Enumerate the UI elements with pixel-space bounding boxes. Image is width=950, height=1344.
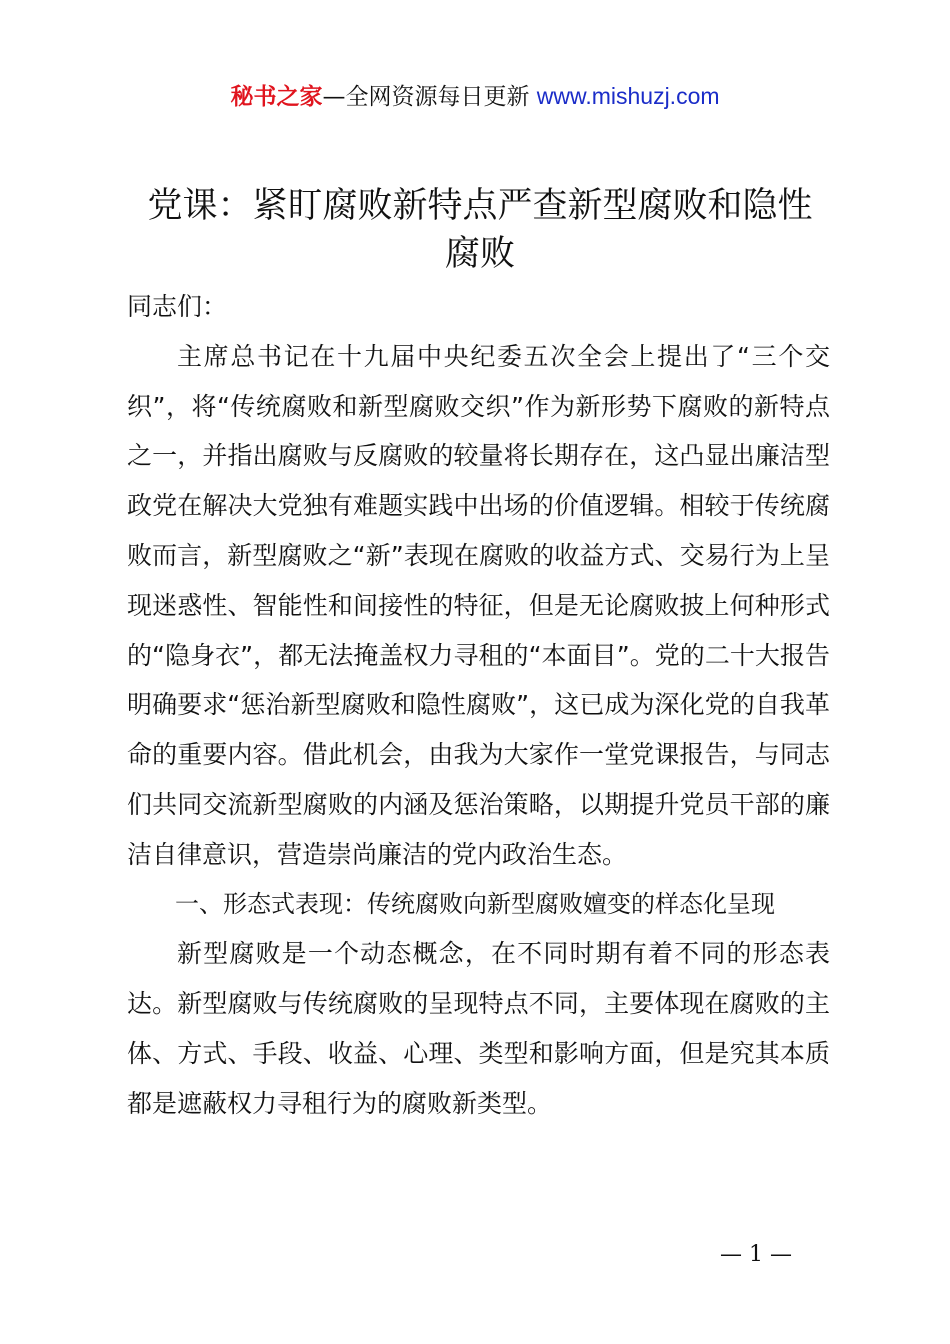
site-header [0, 80, 950, 113]
site-slogan: —全网资源每日更新 [322, 84, 537, 110]
section-paragraph: 新型腐败是一个动态概念，在不同时期有着不同的形态表达。新型腐败与传统腐败的呈现特点不同，主要体现在腐败的主体、方式、手段、收益、心理、类型和影响方面，但是究其本质都是遮蔽权力寻租行为的腐败新类型。 [127, 939, 830, 1118]
section-heading: 一、形态式表现：传统腐败向新型腐败嬗变的样态化呈现 [175, 889, 775, 918]
document-title: 党课：紧盯腐败新特点严查新型腐败和隐性腐败 [147, 186, 813, 274]
page-number: — 1 — [720, 1242, 792, 1267]
salutation: 同志们： [127, 292, 228, 321]
site-brand: 秘书之家 [230, 84, 323, 110]
body-paragraph: 主席总书记在十九届中央纪委五次全会上提出了“三个交织”，将“传统腐败和新型腐败交织”作为新形势下腐败的新特点之一，并指出腐败与反腐败的较量将长期存在，这凸显出廉洁型政党在解决大党独有难题实践中出场的价值逻辑。相较于传统腐败而言，新型腐败之“新”表现在腐败的收益方式、交易行为上呈现迷惑性、智能性和间接性的特征，但是无论腐败披上何种形式的“隐身衣”，都无法掩盖权力寻租的“本面目”。党的二十大报告明确要求“惩治新型腐败和隐性腐败”，这已成为深化党的自我革命的重要内容。借此机会，由我为大家作一堂党课报告，与同志们共同交流新型腐败的内涵及惩治策略，以期提升党员干部的廉洁自律意识，营造崇尚廉洁的党内政治生态。 [127, 341, 830, 869]
site-url-link[interactable]: www.mishuzj.com [536, 83, 720, 109]
document-body [127, 282, 830, 1129]
